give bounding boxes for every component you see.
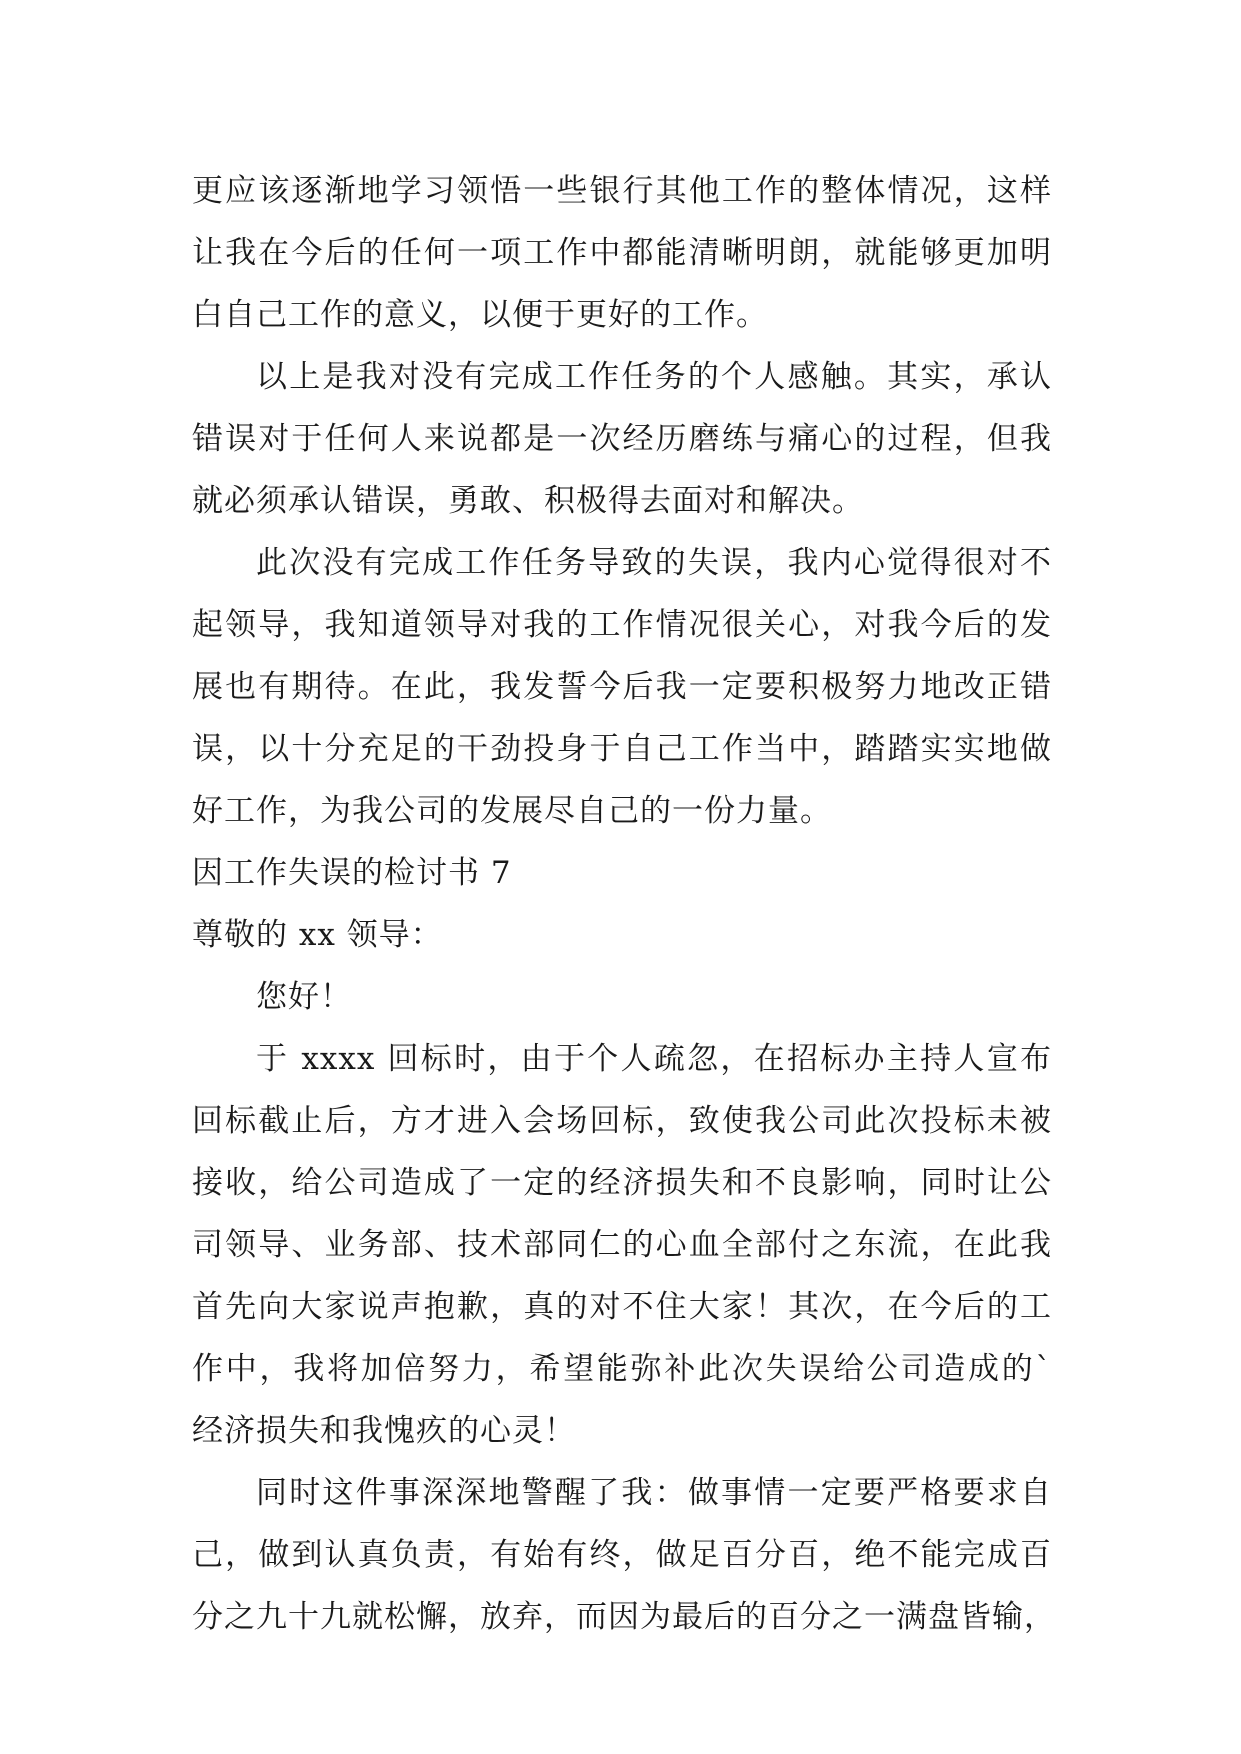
text-line: 以上是我对没有完成工作任务的个人感触。其实，承认 xyxy=(256,359,1052,395)
text-line: 展也有期待。在此，我发誓今后我一定要积极努力地改正错 xyxy=(192,669,1052,705)
text-line: 就必须承认错误，勇敢、积极得去面对和解决。 xyxy=(192,483,864,519)
text-line: 此次没有完成工作任务导致的失误，我内心觉得很对不 xyxy=(256,545,1052,581)
text-line: 于 xxxx 回标时，由于个人疏忽，在招标办主持人宣布 xyxy=(256,1041,1052,1077)
text-line: 尊敬的 xx 领导： xyxy=(192,917,443,953)
text-line: 回标截止后，方才进入会场回标，致使我公司此次投标未被 xyxy=(192,1103,1052,1139)
text-line: 因工作失误的检讨书 7 xyxy=(192,855,512,891)
text-line: 同时这件事深深地警醒了我：做事情一定要严格要求自 xyxy=(256,1475,1052,1511)
text-line: 作中，我将加倍努力，希望能弥补此次失误给公司造成的` xyxy=(192,1351,1052,1387)
text-line: 让我在今后的任何一项工作中都能清晰明朗，就能够更加明 xyxy=(192,235,1052,271)
text-line: 错误对于任何人来说都是一次经历磨练与痛心的过程，但我 xyxy=(192,421,1052,457)
text-line: 经济损失和我愧疚的心灵！ xyxy=(192,1413,576,1449)
text-line: 好工作，为我公司的发展尽自己的一份力量。 xyxy=(192,793,832,829)
text-line: 起领导，我知道领导对我的工作情况很关心，对我今后的发 xyxy=(192,607,1052,643)
text-line: 己，做到认真负责，有始有终，做足百分百，绝不能完成百 xyxy=(192,1537,1052,1573)
text-line: 司领导、业务部、技术部同仁的心血全部付之东流，在此我 xyxy=(192,1227,1052,1263)
text-line: 首先向大家说声抱歉，真的对不住大家！其次，在今后的工 xyxy=(192,1289,1052,1325)
text-line: 分之九十九就松懈，放弃，而因为最后的百分之一满盘皆输， xyxy=(192,1599,1056,1635)
text-line: 接收，给公司造成了一定的经济损失和不良影响，同时让公 xyxy=(192,1165,1052,1201)
document-body xyxy=(192,160,1056,1648)
text-line: 白自己工作的意义，以便于更好的工作。 xyxy=(192,297,768,333)
text-line: 误，以十分充足的干劲投身于自己工作当中，踏踏实实地做 xyxy=(192,731,1052,767)
text-line: 您好！ xyxy=(256,979,352,1015)
text-line: 更应该逐渐地学习领悟一些银行其他工作的整体情况，这样 xyxy=(192,173,1052,209)
